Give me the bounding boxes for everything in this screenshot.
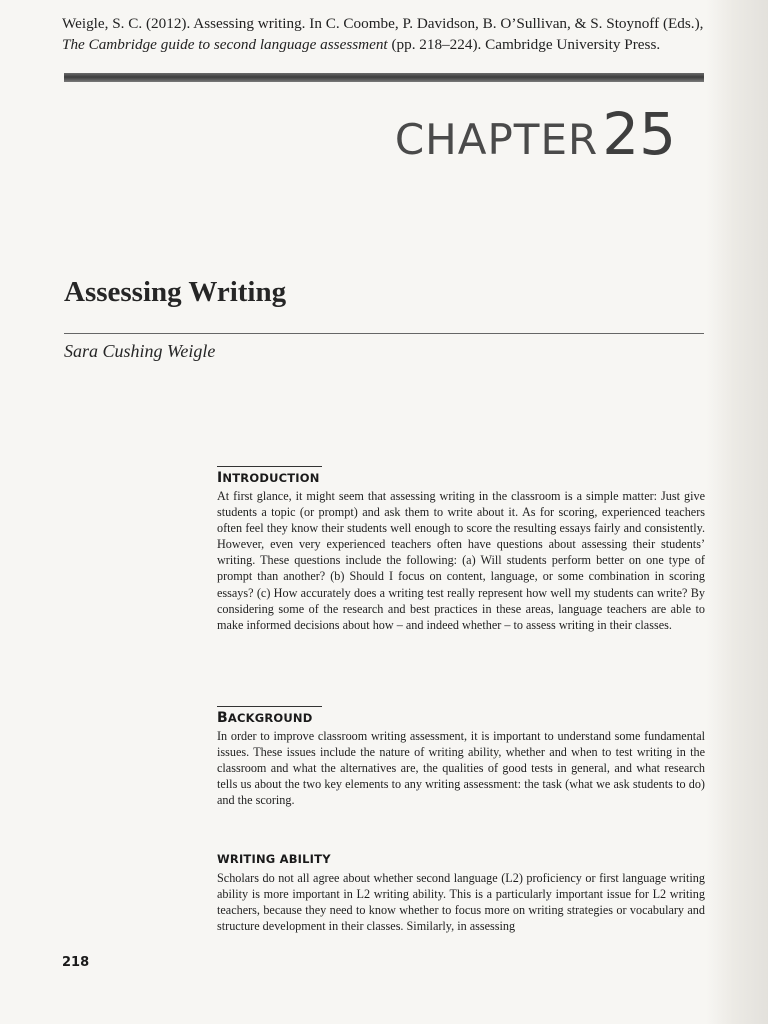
chapter-number: 25 bbox=[602, 100, 676, 168]
citation bbox=[62, 13, 722, 55]
author: Sara Cushing Weigle bbox=[64, 341, 216, 361]
citation-text: Weigle, S. C. (2012). Assessing writing. In C. Coombe, P. Davidson, B. O’Sullivan, & S. Stoynoff (Eds.), bbox=[62, 15, 704, 32]
title-rule bbox=[64, 333, 704, 334]
background-paragraph: In order to improve classroom writing assessment, it is important to understand some fundamental issues. These issues include the nature of writing ability, whether and when to test writing in the classroom and what the alternatives are, the qualities of good tests in general, and what research tells us about the two key elements to any writing assessment: the task (what we ask students to do) and the scoring. bbox=[217, 729, 705, 808]
page-title: Assessing Writing bbox=[64, 276, 287, 308]
citation-publisher: (pp. 218–224). Cambridge University Press. bbox=[387, 36, 661, 53]
section-rule bbox=[217, 466, 322, 467]
section-heading-introduction: INTRODUCTION bbox=[217, 470, 320, 486]
section-writing-ability bbox=[217, 852, 705, 934]
top-rule bbox=[64, 73, 704, 82]
subsection-heading-writing-ability: WRITING ABILITY bbox=[217, 852, 331, 866]
page-number: 218 bbox=[62, 955, 90, 970]
citation-book-title: The Cambridge guide to second language assessment bbox=[62, 36, 388, 53]
chapter-word: CHAPTER bbox=[394, 115, 599, 164]
section-background bbox=[217, 706, 705, 808]
writing-ability-paragraph: Scholars do not all agree about whether second language (L2) proficiency or first language writing ability is more important in L2 writing ability. This is a particularly important issue for L2 writing teachers, because they need to know whether to focus more on writing strategies or vocabulary and structure development in their classes. Similarly, in assessing bbox=[217, 871, 705, 934]
section-rule bbox=[217, 706, 322, 707]
section-introduction bbox=[217, 466, 705, 633]
section-heading-background: BACKGROUND bbox=[217, 710, 313, 726]
page-edge-shadow bbox=[706, 0, 768, 1024]
chapter-heading bbox=[395, 100, 676, 168]
introduction-paragraph: At first glance, it might seem that assessing writing in the classroom is a simple matter: Just give students a topic (or prompt) and ask them to write about it. As for scoring, experienced teachers often feel they know their students well enough to score the resulting essays fairly and consistently. However, even very experienced teachers often have questions about assessing their students’ writing. These questions include the following: (a) Will students perform better on one type of prompt than another? (b) Should I focus on content, language, or some combination in scoring essays? (c) How accurately does a writing test really represent how well my students can write? By considering some of the research and best practices in these areas, language teachers are able to make informed decisions about how – and indeed whether – to assess writing in their classes. bbox=[217, 489, 705, 632]
